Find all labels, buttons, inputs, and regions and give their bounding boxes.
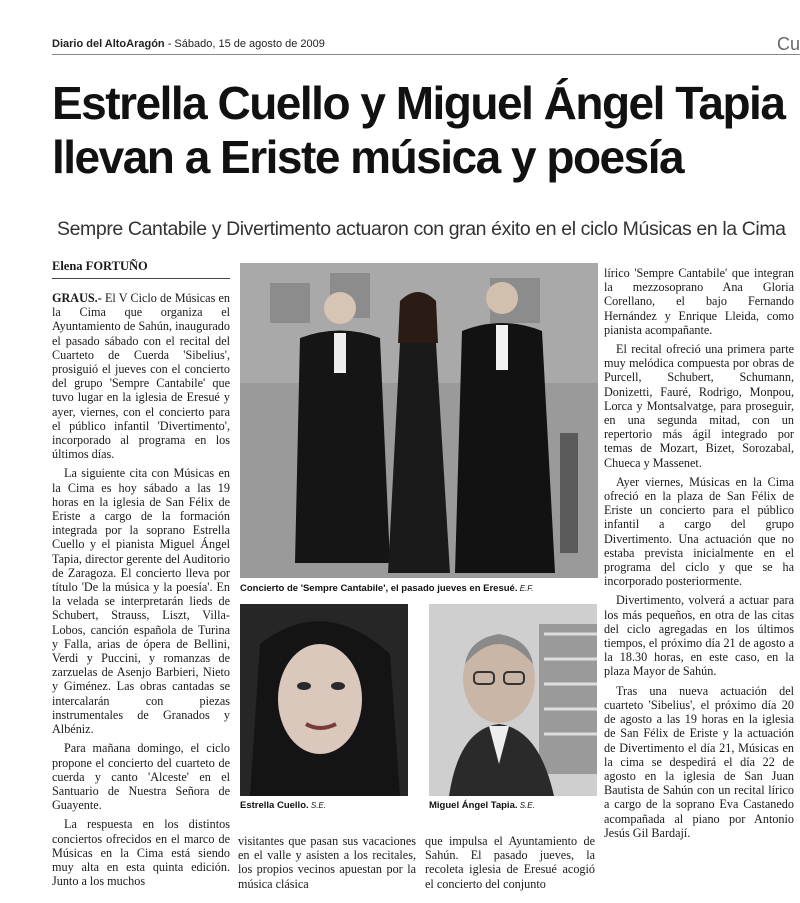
caption-text: Miguel Ángel Tapia. bbox=[429, 800, 518, 811]
byline: Elena FORTUÑO bbox=[52, 259, 230, 279]
paragraph-text: El V Ciclo de Músicas en la Cima que organiza el Ayuntamiento de Sahún, inaugurado el pasado sábado con el recital del Cuarteto de Cuerda 'Sibelius', prosiguió el jueves con el concierto del grupo 'Sempre Cantabile' que tuvo lugar en la iglesia de Eresué y ayer, viernes, con el concierto para el público infantil 'Divertimento', incorporado al programa en los últimos días. bbox=[52, 291, 230, 462]
paragraph: visitantes que pasan sus vacaciones en el valle y asisten a los recitales, los propios vecinos apuestan por la música clásica bbox=[238, 834, 416, 891]
paragraph bbox=[52, 291, 230, 461]
newspaper-name: Diario del AltoAragón bbox=[52, 38, 165, 50]
article-column-1 bbox=[52, 291, 230, 893]
paragraph: La respuesta en los distintos conciertos ofrecidos en el marco de Músicas en la Cima está siendo muy alta en esta quinta edición. Junto a los muchos bbox=[52, 817, 230, 889]
paragraph: Divertimento, volverá a actuar para los más pequeños, en otra de las citas del ciclo agregadas en los últimos tiempos, el próximo día 21 de agosto a la 18.30 horas, en este caso, en la plaza Mayor de Sahún. bbox=[604, 593, 794, 679]
photo-credit: S.E. bbox=[308, 801, 326, 810]
photo-caption bbox=[429, 800, 535, 811]
paragraph: lírico 'Sempre Cantabile' que integran la mezzosoprano Ana Gloria Corellano, el bajo Fernando Hernández y Enrique Lleida, como pianista acompañante. bbox=[604, 266, 794, 337]
page-header bbox=[52, 34, 800, 55]
paragraph: La siguiente cita con Músicas en la Cima es hoy sábado a las 19 horas en la iglesia de San Félix de Eriste a cargo de la formación integrada por la soprano Estrella Cuello y el pianista Miguel Ángel Tapia, director gerente del Auditorio de Zaragoza. El concierto lleva por título 'De la música y la poesía'. En la velada se interpretarán lieds de Schubert, Strauss, Liszt, Villa-Lobos, canción española de Turina y Falla, arias de ópera de Bellini, Verdi y Puccini, y romanzas de zarzuelas de Asenjo Barbieri, Nieto y Giménez. Las obras cantadas se intercalarán con piezas instrumentales de Granados y Albéniz. bbox=[52, 466, 230, 737]
headline bbox=[52, 76, 792, 184]
miguel-angel-tapia-photo bbox=[429, 604, 597, 796]
concert-group-photo bbox=[240, 263, 598, 578]
paragraph: El recital ofreció una primera parte muy melódica compuesta por obras de Purcell, Schubert, Schumann, Donizetti, Fauré, Rodrigo, Monpou, Lorca y Montsalvatge, para proseguir, en una segunda mitad, con un repertorio más ágil integrado por temas de Mozart, Bizet, Sorozabal, Chueca y Massenet. bbox=[604, 342, 794, 470]
headline-line-2: llevan a Eriste música y poesía bbox=[52, 131, 684, 183]
article-column-2 bbox=[238, 834, 416, 896]
photo-credit: E.F. bbox=[517, 584, 534, 593]
estrella-cuello-photo bbox=[240, 604, 408, 796]
portrait-illustration bbox=[429, 604, 597, 796]
group-photo-illustration bbox=[240, 263, 598, 578]
paragraph: Tras una nueva actuación del cuarteto 'Sibelius', el próximo día 20 de agosto a las 19 horas en la iglesia de San Félix de Eriste y la actuación de Divertimento el día 21, Músicas en la cima se despedirá el día 22 de agosto en la iglesia de San Juan Bautista de Sahún con un recital lírico a cargo de la soprano Eva Castanedo acompañada al piano por Antonio Jesús Gil Bardají. bbox=[604, 683, 794, 840]
portrait-illustration bbox=[240, 604, 408, 796]
photo-credit: S.E. bbox=[517, 801, 535, 810]
paragraph: que impulsa el Ayuntamiento de Sahún. El pasado jueves, la recoleta iglesia de Eresué acogió el concierto del conjunto bbox=[425, 834, 595, 891]
issue-date: - Sábado, 15 de agosto de 2009 bbox=[164, 38, 325, 50]
caption-text: Estrella Cuello. bbox=[240, 800, 309, 811]
caption-text: Concierto de 'Sempre Cantabile', el pasado jueves en Eresué. bbox=[240, 583, 518, 594]
dateline: GRAUS.- bbox=[52, 291, 102, 305]
photo-caption bbox=[240, 800, 326, 811]
article-column-4 bbox=[604, 266, 794, 845]
photo-caption bbox=[240, 583, 533, 594]
headline-line-1: Estrella Cuello y Miguel Ángel Tapia bbox=[52, 77, 785, 129]
article-column-3 bbox=[425, 834, 595, 896]
section-label: Cu bbox=[776, 34, 800, 54]
subheadline: Sempre Cantabile y Divertimento actuaron con gran éxito en el ciclo Músicas en la Cima bbox=[57, 218, 786, 240]
paragraph: Para mañana domingo, el ciclo propone el concierto del cuarteto de cuerda y canto 'Alceste' en el Santuario de Nuestra Señora de Guayente. bbox=[52, 741, 230, 813]
paragraph: Ayer viernes, Músicas en la Cima ofreció en la plaza de San Félix de Eriste un concierto para el público infantil a cargo del grupo Divertimento. Una actuación que no estaba prevista inicialmente en el programa del ciclo y que se ha incorporado posteriormente. bbox=[604, 474, 794, 589]
